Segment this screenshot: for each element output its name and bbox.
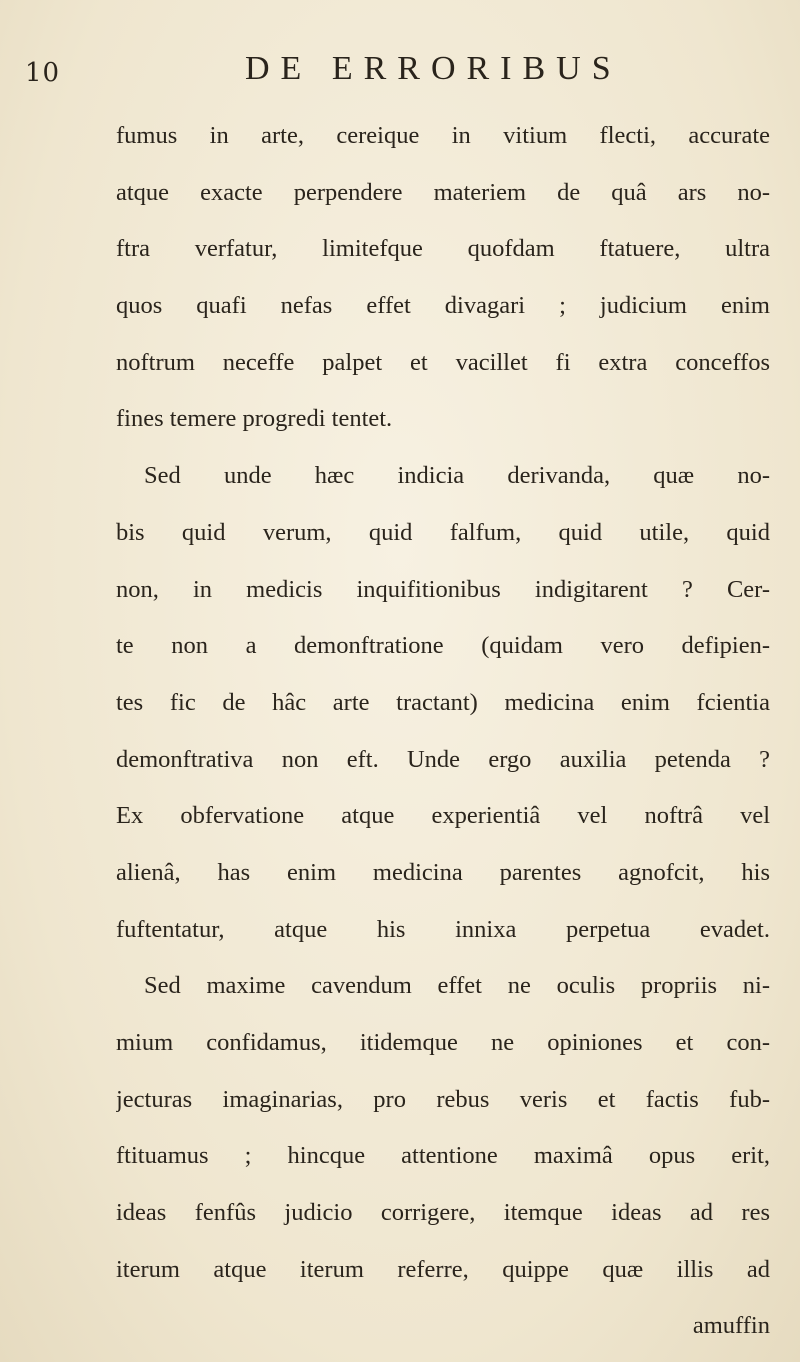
running-title: DE ERRORIBUS (245, 50, 622, 87)
text-line: fines temere progredi tentet. (116, 405, 393, 433)
catchword: amuffin (692, 1312, 770, 1340)
text-line: fuftentatur, atque his innixa perpetua evadet. (116, 915, 770, 943)
text-line: Ex obfervatione atque experientiâ vel noftrâ vel (116, 802, 770, 830)
text-line: ftituamus ; hincque attentione maximâ opus erit, (116, 1142, 770, 1170)
text-line: demonftrativa non eft. Unde ergo auxilia petenda ? (116, 745, 770, 773)
text-line: fumus in arte, cereique in vitium flecti, accurate (116, 122, 770, 149)
text-line: quos quafi nefas effet divagari ; judicium enim (116, 292, 770, 320)
text-line: alienâ, has enim medicina parentes agnofcit, his (116, 858, 770, 886)
text-line: atque exacte perpendere materiem de quâ ars no- (116, 178, 770, 206)
page-number: 10 (25, 58, 61, 88)
text-line: tes fic de hâc arte tractant) medicina enim fcientia (116, 688, 770, 716)
body-text (116, 108, 770, 1355)
page-header (0, 50, 800, 100)
text-line: Sed maxime cavendum effet ne oculis propriis ni- (144, 972, 770, 1000)
text-line: iterum atque iterum referre, quippe quæ illis ad (116, 1255, 770, 1283)
text-line: noftrum neceffe palpet et vacillet fi extra conceffos (116, 348, 770, 376)
text-line: ftra verfatur, limitefque quofdam ftatuere, ultra (116, 235, 770, 263)
text-line: non, in medicis inquifitionibus indigitarent ? Cer- (116, 575, 770, 603)
text-line: mium confidamus, itidemque ne opiniones et con- (116, 1029, 770, 1056)
text-line: ideas fenfûs judicio corrigere, itemque ideas ad res (116, 1199, 770, 1227)
text-line: Sed unde hæc indicia derivanda, quæ no- (144, 462, 770, 490)
text-line: jecturas imaginarias, pro rebus veris et factis fub- (116, 1085, 770, 1113)
text-line: te non a demonftratione (quidam vero defipien- (116, 632, 770, 660)
text-line: bis quid verum, quid falfum, quid utile, quid (116, 518, 770, 546)
